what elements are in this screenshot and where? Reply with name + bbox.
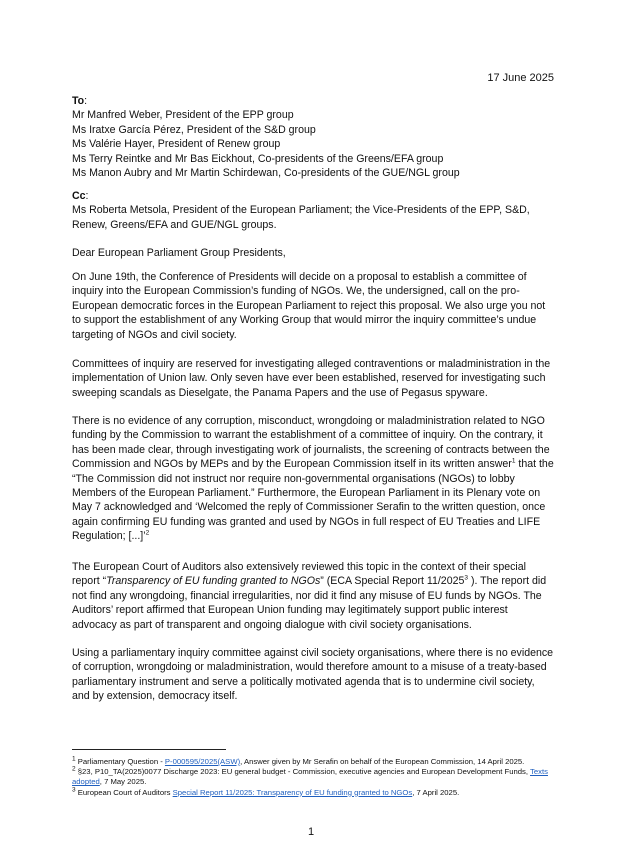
cc-block [72, 189, 530, 232]
recipient-line: Ms Valérie Hayer, President of Renew group [72, 138, 281, 151]
footnote-ref[interactable]: 3 [464, 574, 468, 582]
footnote-3: $^3$ European Court of Auditors Special Report 11/2025: Transparency of EU funding granted to NGOs, 7 April 2025. [72, 786, 460, 797]
salutation: Dear European Parliament Group Presidents, [72, 247, 286, 259]
footnote-ref[interactable]: 1 [511, 457, 516, 465]
recipient-line: Ms Manon Aubry and Mr Martin Schirdewan, Co-presidents of the GUE/NGL group [72, 167, 460, 180]
footnote-2-link[interactable]: Texts adopted [72, 767, 548, 787]
letter-date: 17 June 2025 [487, 72, 554, 84]
to-heading: To: [72, 95, 88, 107]
footnote-2: $^2$ §23, P10_TA(2025)0077 Discharge 2023: EU general budget - Commission, executive agencies and European Development Funds, Texts adopted, 7 May 2025. [72, 765, 548, 787]
paragraph-4: The European Court of Auditors also extensively reviewed this topic in the context of their special report “Transparency of EU funding granted to NGOs” (ECA Special Report 11/2025$^3$ ). The report did not find any wrongdoing, financial irregularities, nor did it find any misuse of EU funds by NGOs. The Auditors’ report affirmed that European Union funding may legitimately support public interest advocacy as part of transparent and ongoing dialogue with civil society organisations. [72, 561, 547, 631]
recipient-line: Ms Terry Reintke and Mr Bas Eickhout, Co-presidents of the Greens/EFA group [72, 152, 444, 165]
page-number: 1 [307, 826, 315, 838]
cc-line: Renew, Greens/EFA and GUE/NGL groups. [72, 218, 277, 231]
footnote-1-link[interactable]: P-000595/2025(ASW) [164, 757, 241, 766]
footnotes [72, 757, 555, 798]
to-block [72, 94, 460, 180]
footnote-ref[interactable]: 2 [145, 529, 150, 537]
paragraph-1: On June 19th, the Conference of Presidents will decide on a proposal to establish a committee of inquiry into the European Commission’s funding of NGOs. We, the undersigned, call on the pro-European democratic forces in the European Parliament to reject this proposal. We also urge you not to support the establishment of any Working Group that would mirror the inquiry committee’s undue targeting of NGOs and civil society. [72, 271, 546, 341]
footnote-1: $^1$ Parliamentary Question - P-000595/2025(ASW), Answer given by Mr Serafin on behalf of the European Commission, 14 April 2025. [72, 755, 525, 766]
paragraph-2: Committees of inquiry are reserved for investigating alleged contraventions or maladministration in the implementation of Union law. Only seven have ever been established, reserved for investigating such sweeping scandals as Dieselgate, the Panama Papers and the use of Pegasus spyware. [72, 358, 551, 399]
paragraph-5: Using a parliamentary inquiry committee against civil society organisations, where there is no evidence of corruption, wrongdoing or maladministration, would therefore amount to a misuse of a treaty-based parliamentary instrument and serve a politically motivated agenda that is to undermine civil society, and by extension, democracy itself. [72, 647, 554, 703]
footnote-divider [72, 749, 226, 750]
recipient-line: Ms Iratxe García Pérez, President of the S&D group [72, 123, 316, 136]
paragraph-3: There is no evidence of any corruption, misconduct, wrongdoing or maladministration related to NGO funding by the Commission to warrant the establishment of a committee of inquiry. On the contrary, it has been made clear, through investigating work of journalists, the screening of contracts between the Commission and NGOs by MEPs and by the European Commission itself in its written answer$^1$ that the “The Commission did not instruct nor require non-governmental organisations (NGOs) to lobby Members of the European Parliament.” Furthermore, the European Parliament in its Plenary vote on May 7 acknowledged and ‘Welcomed the reply of Commissioner Serafin to the written question, once again confirming EU funding was granted and used by NGOs in full respect of EU Treaties and LIFE Regulation; [...]’$^2$ [72, 415, 554, 543]
cc-heading: Cc: [72, 190, 89, 202]
cc-line: Ms Roberta Metsola, President of the European Parliament; the Vice-Presidents of the EPP, S&D, [72, 204, 530, 217]
footnote-3-link[interactable]: Special Report 11/2025: Transparency of EU funding granted to NGOs [172, 787, 413, 797]
recipient-line: Mr Manfred Weber, President of the EPP group [72, 109, 294, 122]
